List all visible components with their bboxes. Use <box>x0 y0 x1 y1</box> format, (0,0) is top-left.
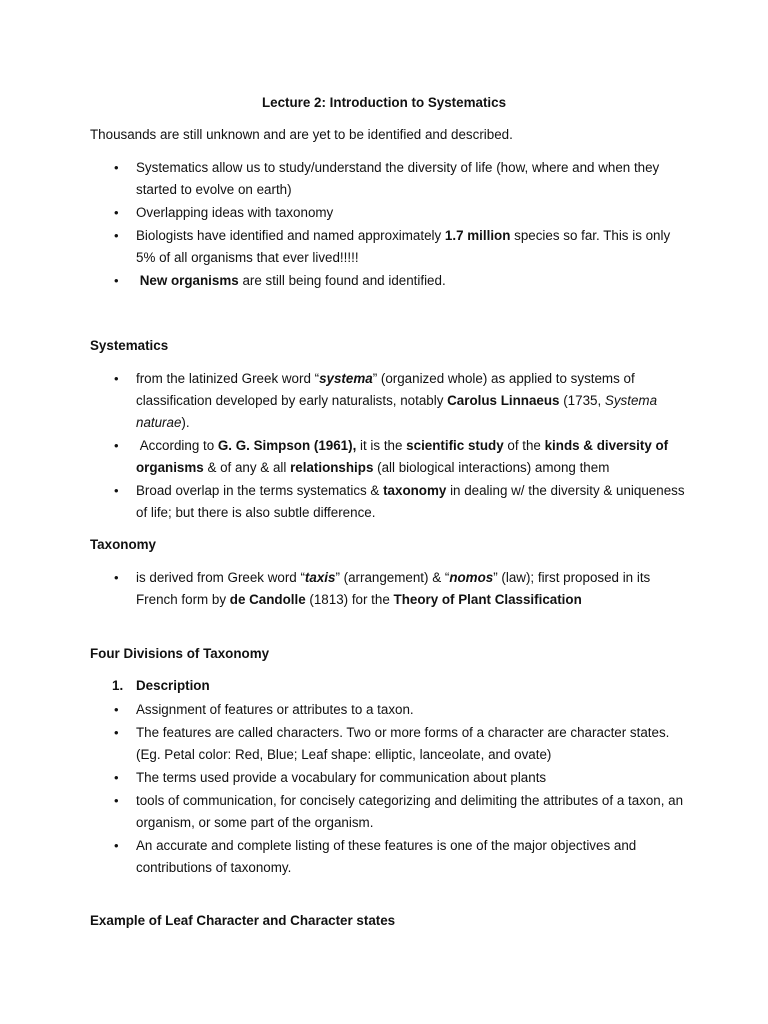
text-span: is derived from Greek word “ <box>136 570 305 585</box>
bold-text: G. G. Simpson (1961), <box>217 438 357 453</box>
list-item: • Systematics allow us to study/understand the diversity of life (how, where and when they started to evolve on earth) <box>90 157 690 201</box>
bold-text: de Candolle <box>229 592 306 607</box>
bold-italic-text: nomos <box>449 570 494 585</box>
text-span: & of any & all <box>203 460 291 475</box>
list-item: • An accurate and complete listing of these features is one of the major objectives and contributions of taxonomy. <box>90 835 690 879</box>
bold-text: taxonomy <box>383 483 447 498</box>
text-span: from the latinized Greek word “ <box>136 371 320 386</box>
bold-text: Carolus Linnaeus <box>447 393 560 408</box>
item-number: 1. <box>112 678 124 693</box>
italic-text: Systema naturae <box>136 393 658 430</box>
list-item <box>90 567 690 611</box>
text-span: Biologists have identified and named approximately <box>136 228 445 243</box>
bold-text: relationships <box>290 460 374 475</box>
text-span: Broad overlap in the terms systematics & <box>136 483 384 498</box>
text-span: ” (law); first proposed in its French form by <box>136 570 651 607</box>
section-heading-taxonomy: Taxonomy <box>90 537 156 552</box>
text-span: ” (arrangement) & “ <box>335 570 450 585</box>
intro-paragraph: Thousands are still unknown and are yet to be identified and described. <box>90 127 513 142</box>
list-item <box>90 368 690 434</box>
list-item: • The features are called characters. Two or more forms of a character are character states. (Eg. Petal color: Red, Blue; Leaf shape: elliptic, lanceolate, and ovate) <box>90 722 690 766</box>
item-label: Description <box>136 678 210 693</box>
page-title: Lecture 2: Introduction to Systematics <box>261 95 507 110</box>
list-item <box>90 225 690 269</box>
text-span: ” (organized whole) as applied to systems of classification developed by early naturalists, notably <box>136 371 635 408</box>
text-span: of the <box>503 438 545 453</box>
text-span: in dealing w/ the diversity & uniqueness of life; but there is also subtle difference. <box>136 483 685 520</box>
list-item: • The terms used provide a vocabulary for communication about plants <box>90 767 690 789</box>
text-span: it is the <box>356 438 407 453</box>
section-heading-systematics: Systematics <box>90 338 169 353</box>
list-item <box>90 435 690 479</box>
text-span: species so far. This is only 5% of all organisms that ever lived!!!!! <box>136 228 671 265</box>
bold-text: 1.7 million <box>444 228 511 243</box>
list-item: • Assignment of features or attributes to a taxon. <box>90 699 690 721</box>
intro-bullet-list <box>90 157 690 293</box>
text-span: (1813) for the <box>305 592 394 607</box>
taxonomy-bullet-list <box>90 567 690 612</box>
list-item: • Overlapping ideas with taxonomy <box>90 202 690 224</box>
list-item <box>90 270 690 292</box>
systematics-bullet-list <box>90 368 690 525</box>
bold-text: New organisms <box>139 273 239 288</box>
bold-text: Theory of Plant Classification <box>393 592 582 607</box>
bold-italic-text: systema <box>319 371 373 386</box>
description-bullet-list <box>90 699 690 880</box>
text-span: (all biological interactions) among them <box>373 460 610 475</box>
text-span: According to <box>139 438 218 453</box>
section-heading-four-divisions: Four Divisions of Taxonomy <box>90 646 270 661</box>
list-item: • tools of communication, for concisely categorizing and delimiting the attributes of a taxon, an organism, or some part of the organism. <box>90 790 690 834</box>
bold-italic-text: taxis <box>304 570 336 585</box>
bold-text: kinds & diversity of organisms <box>136 438 669 475</box>
list-item <box>90 480 690 524</box>
text-span: ). <box>181 415 190 430</box>
bold-text: scientific study <box>406 438 504 453</box>
text-span: (1735, <box>559 393 605 408</box>
section-heading-example: Example of Leaf Character and Character states <box>90 913 396 928</box>
numbered-item-description <box>112 675 210 697</box>
text-span: are still being found and identified. <box>238 273 446 288</box>
